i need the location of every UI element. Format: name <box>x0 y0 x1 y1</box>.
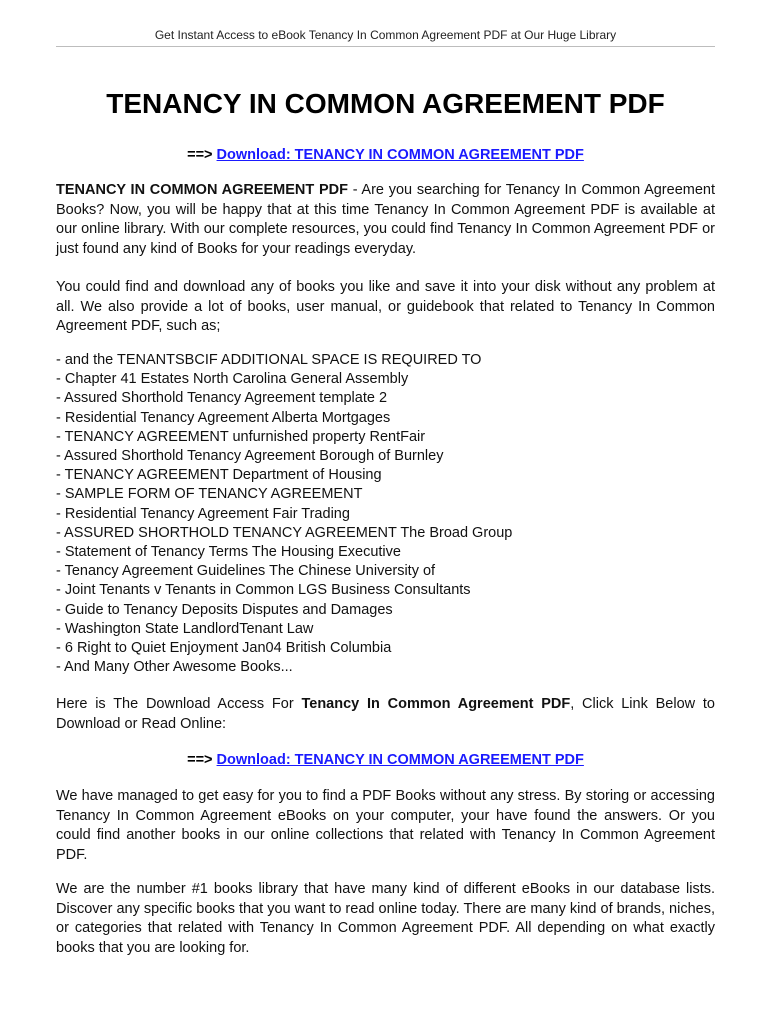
access-suffix: , Click Link Below to Download or Read Online: <box>56 696 715 732</box>
list-item: - Residential Tenancy Agreement Alberta Mortgages <box>56 409 391 426</box>
list-item: - Assured Shorthold Tenancy Agreement template 2 <box>56 390 388 407</box>
access-bold-title: Tenancy In Common Agreement PDF <box>301 696 571 712</box>
list-item: - Statement of Tenancy Terms The Housing Executive <box>56 544 401 561</box>
intro-bold-title: TENANCY IN COMMON AGREEMENT PDF <box>56 182 348 198</box>
list-item: - Joint Tenants v Tenants in Common LGS Business Consultants <box>56 582 471 599</box>
header-divider <box>56 46 715 47</box>
list-item: - Assured Shorthold Tenancy Agreement Borough of Burnley <box>56 448 444 465</box>
intro-paragraph <box>56 181 715 259</box>
list-item: - Chapter 41 Estates North Carolina General Assembly <box>56 371 409 388</box>
library-paragraph: We are the number #1 books library that have many kind of different eBooks in our database lists. Discover any specific books that you want to read online today. There are many kind of brands, niches, or categories that related with Tenancy In Common Agreement PDF. All depending on what exactly books that you are looking for. <box>56 881 715 956</box>
download-link-top[interactable]: Download: TENANCY IN COMMON AGREEMENT PDF <box>216 147 584 163</box>
download-arrow: ==> <box>187 752 213 768</box>
books-paragraph: You could find and download any of books you like and save it into your disk without any problem at all. We also provide a lot of books, user manual, or guidebook that related to Tenancy In Common Agreement PDF, such as; <box>56 279 715 334</box>
document-title: TENANCY IN COMMON AGREEMENT PDF <box>106 88 665 119</box>
list-item: - ASSURED SHORTHOLD TENANCY AGREEMENT The Broad Group <box>56 524 513 541</box>
download-link-bottom[interactable]: Download: TENANCY IN COMMON AGREEMENT PDF <box>216 752 584 768</box>
download-line-bottom <box>56 752 715 768</box>
managed-paragraph: We have managed to get easy for you to find a PDF Books without any stress. By storing or accessing Tenancy In Common Agreement eBooks on your computer, your have found the answers. Or you could find another books in our online collections that related with Tenancy In Common Agreement PDF. <box>56 788 715 863</box>
download-line-top <box>56 147 715 163</box>
list-item: - And Many Other Awesome Books... <box>56 659 293 676</box>
list-item: - TENANCY AGREEMENT Department of Housing <box>56 467 382 484</box>
list-item: - SAMPLE FORM OF TENANCY AGREEMENT <box>56 486 363 503</box>
list-item: - Tenancy Agreement Guidelines The Chinese University of <box>56 563 436 580</box>
list-item: - 6 Right to Quiet Enjoyment Jan04 British Columbia <box>56 640 392 657</box>
page-header: Get Instant Access to eBook Tenancy In Common Agreement PDF at Our Huge Library <box>154 28 617 42</box>
list-item: - TENANCY AGREEMENT unfurnished property RentFair <box>56 428 426 445</box>
access-prefix: Here is The Download Access For <box>56 696 302 712</box>
list-item: - Guide to Tenancy Deposits Disputes and Damages <box>56 601 393 618</box>
list-item: - and the TENANTSBCIF ADDITIONAL SPACE IS REQUIRED TO <box>56 352 482 368</box>
intro-text: - Are you searching for Tenancy In Common Agreement Books? Now, you will be happy that at this time Tenancy In Common Agreement PDF is available at our online library. With our complete resources, you could find Tenancy In Common Agreement PDF or just found any kind of Books for your readings everyday. <box>56 182 715 257</box>
access-paragraph <box>56 695 715 734</box>
list-item: - Residential Tenancy Agreement Fair Trading <box>56 505 350 522</box>
download-arrow: ==> <box>187 147 213 163</box>
book-list <box>56 351 715 677</box>
list-item: - Washington State LandlordTenant Law <box>56 620 314 637</box>
